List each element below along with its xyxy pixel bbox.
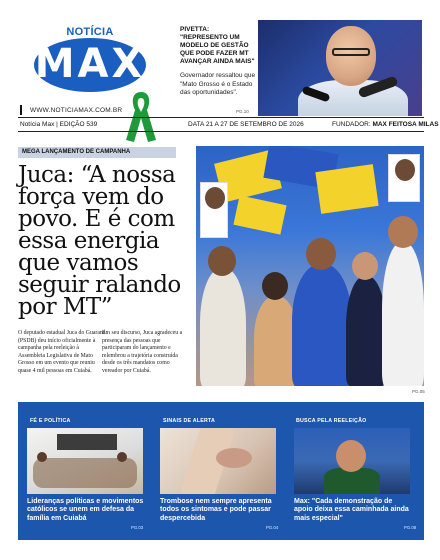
site-url-row[interactable]	[20, 104, 122, 116]
card-3-photo[interactable]	[294, 428, 410, 494]
campaign-poster	[388, 154, 420, 202]
edition-rule-bottom	[18, 131, 424, 132]
card-1-section: FÉ E POLÍTICA	[30, 418, 71, 424]
poster-face	[395, 159, 415, 181]
site-url[interactable]: WWW.NOTICIAMAX.COM.BR	[30, 106, 123, 114]
card-3-page-number: PG.08	[404, 525, 417, 530]
crowd-person	[200, 268, 246, 386]
logo-top-text: NOTÍCIA	[66, 26, 114, 38]
noticia-max-logo[interactable]	[20, 26, 160, 92]
edition-rule-top	[18, 117, 424, 118]
attendee-head	[117, 452, 127, 462]
lead-tag-label: MEGA LANÇAMENTO DE CAMPANHA	[22, 149, 131, 155]
crowd-head	[306, 238, 336, 270]
logo-wordmark: MAX	[34, 41, 146, 87]
lead-photo[interactable]	[196, 146, 424, 386]
promo-photo-head	[326, 26, 376, 86]
card-3-caption[interactable]: Max: "Cada demonstração de apoio deixa essa caminhada ainda mais especial"	[294, 498, 409, 522]
lead-page-number: PG.05	[412, 389, 425, 394]
crowd-person	[346, 276, 386, 386]
campaign-flag	[233, 195, 286, 234]
meeting-table	[33, 458, 137, 488]
card-2-page-number: PG.04	[266, 525, 279, 530]
crowd-person	[382, 242, 424, 386]
edition-number: Notícia Max | EDIÇÃO 539	[20, 121, 98, 128]
hand-shape	[216, 448, 252, 468]
crowd-head	[262, 272, 288, 300]
crowd-head	[388, 216, 418, 248]
card-2-photo[interactable]	[160, 428, 276, 494]
crowd-head	[208, 246, 236, 276]
glasses-icon	[332, 48, 370, 56]
url-divider	[20, 105, 22, 115]
card-2-section: SINAIS DE ALERTA	[163, 418, 216, 424]
crowd-person-candidate	[292, 264, 352, 386]
promo-headline[interactable]: PIVETTA: "REPRESENTO UM MODELO DE GESTÃO QUE PODE FAZER MT AVANÇAR AINDA MAIS"	[180, 26, 255, 65]
attendee-head	[37, 452, 47, 462]
lead-body-column-2: Em seu discurso, Juca agradeceu a presença das pessoas que participaram do lançamento e relembrou a trajetória construída desde os três mandatos como vereador por Cuiabá.	[102, 330, 183, 374]
card-2-caption[interactable]: Trombose nem sempre apresenta todos os sintomas e pode passar despercebida	[160, 498, 272, 522]
card-3-section: BUSCA PELA REELEIÇÃO	[296, 418, 367, 424]
edition-date: DATA 21 A 27 DE SETEMBRO DE 2026	[188, 121, 304, 128]
campaign-poster	[200, 182, 228, 238]
card-1-page-number: PG.03	[131, 525, 144, 530]
founder-label: FUNDADOR:	[332, 121, 371, 128]
card-1-photo[interactable]	[27, 428, 143, 494]
face-shape	[336, 440, 366, 472]
promo-subtext: Governador ressaltou que "Mato Grosso é o Estado das oportunidades".	[180, 72, 256, 96]
promo-photo[interactable]	[258, 20, 422, 116]
crowd-head	[352, 252, 378, 280]
promo-story[interactable]	[180, 26, 256, 98]
awareness-ribbon-icon	[124, 88, 158, 144]
founder-credit	[332, 121, 439, 128]
campaign-flag	[315, 164, 378, 214]
lead-section-tag	[18, 147, 176, 158]
founder-name: MAX FEITOSA MILAS	[372, 121, 439, 128]
wall-screen	[57, 434, 117, 450]
lead-headline[interactable]: Juca: “A nossa força vem do povo. E é com essa energia que vamos seguir ralando por MT”	[18, 162, 181, 320]
promo-page-number: PG.10	[236, 109, 249, 114]
poster-face	[205, 187, 225, 209]
card-1-caption[interactable]: Lideranças políticas e movimentos católicos se unem em defesa da família em Cuiabá	[27, 498, 144, 522]
lead-body-column-1: O deputado estadual Juca do Guaraná (PSDB) deu início oficialmente à campanha pela reeleição à Assembleia Legislativa de Mato Grosso em um evento que reuniu quase 4 mil pessoas em Cuiabá.	[18, 330, 106, 374]
